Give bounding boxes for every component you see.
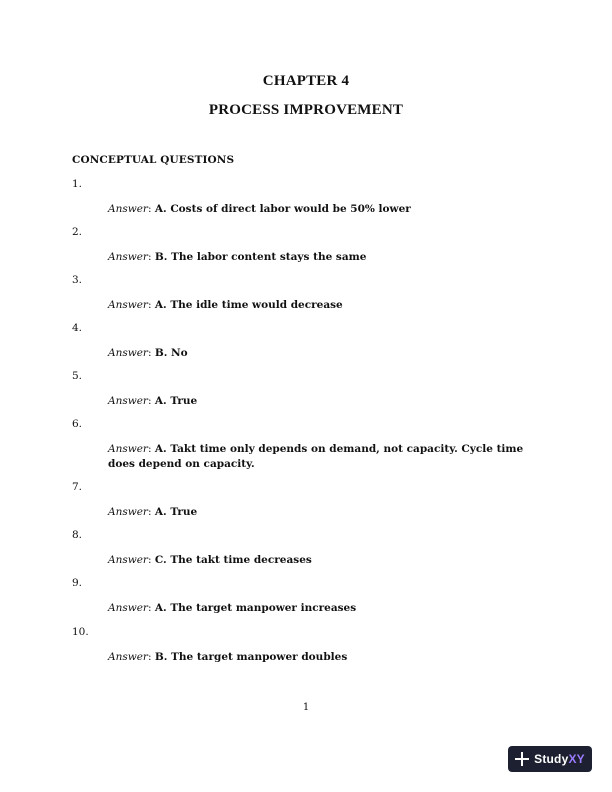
- answer-separator: :: [147, 347, 152, 359]
- answer-prefix: Answer: [108, 443, 148, 455]
- answer-text: A. The target manpower increases: [154, 602, 357, 614]
- chapter-title: PROCESS IMPROVEMENT: [208, 102, 404, 118]
- answer-text: C. The takt time decreases: [154, 554, 312, 566]
- question-number: 4.: [72, 322, 83, 334]
- answer-separator: :: [147, 395, 152, 407]
- answer-separator: :: [147, 602, 152, 614]
- answer-separator: :: [147, 443, 152, 455]
- answer-separator: :: [147, 554, 152, 566]
- question-answer: [108, 650, 538, 665]
- question-answer: [108, 505, 538, 520]
- answer-separator: :: [147, 299, 152, 311]
- answer-prefix: Answer: [108, 299, 148, 311]
- answer-separator: :: [147, 506, 152, 518]
- studyxy-badge[interactable]: [508, 746, 592, 772]
- question-number: 10.: [72, 626, 89, 638]
- question-number: 3.: [72, 274, 83, 286]
- question-answer: [108, 346, 538, 361]
- question-answer: [108, 601, 538, 616]
- answer-separator: :: [147, 651, 152, 663]
- page-number: 1: [302, 702, 310, 713]
- answer-separator: :: [147, 203, 152, 215]
- answer-prefix: Answer: [108, 251, 148, 263]
- answer-prefix: Answer: [108, 506, 148, 518]
- answer-prefix: Answer: [108, 395, 148, 407]
- question-number: 5.: [72, 370, 83, 382]
- answer-prefix: Answer: [108, 347, 148, 359]
- question-number: 8.: [72, 529, 83, 541]
- question-number: 1.: [72, 178, 83, 190]
- chapter-heading: CHAPTER 4: [262, 73, 350, 89]
- question-number: 6.: [72, 418, 83, 430]
- section-heading: CONCEPTUAL QUESTIONS: [72, 154, 235, 166]
- question-number: 9.: [72, 577, 83, 589]
- question-answer: [108, 202, 538, 217]
- answer-text: A. True: [154, 395, 198, 407]
- question-answer: [108, 250, 538, 265]
- answer-text: A. Costs of direct labor would be 50% lower: [154, 203, 411, 215]
- brand-name: [534, 752, 585, 766]
- answer-prefix: Answer: [108, 651, 148, 663]
- answer-separator: :: [147, 251, 152, 263]
- question-answer: [108, 553, 538, 568]
- question-answer: [108, 298, 538, 313]
- question-number: 2.: [72, 226, 83, 238]
- question-answer: [108, 394, 538, 409]
- question-answer: [108, 442, 538, 472]
- brand-accent: XY: [568, 752, 585, 766]
- answer-text: B. No: [154, 347, 188, 359]
- answer-prefix: Answer: [108, 602, 148, 614]
- answer-prefix: Answer: [108, 554, 148, 566]
- answer-text: B. The target manpower doubles: [154, 651, 348, 663]
- brand-main: Study: [534, 752, 569, 766]
- answer-text: A. Takt time only depends on demand, not capacity. Cycle time does depend on capacity.: [108, 443, 524, 470]
- answer-text: B. The labor content stays the same: [154, 251, 367, 263]
- answer-prefix: Answer: [108, 203, 148, 215]
- answer-text: A. True: [154, 506, 198, 518]
- question-number: 7.: [72, 481, 83, 493]
- answer-text: A. The idle time would decrease: [154, 299, 343, 311]
- plus-icon: [515, 752, 529, 766]
